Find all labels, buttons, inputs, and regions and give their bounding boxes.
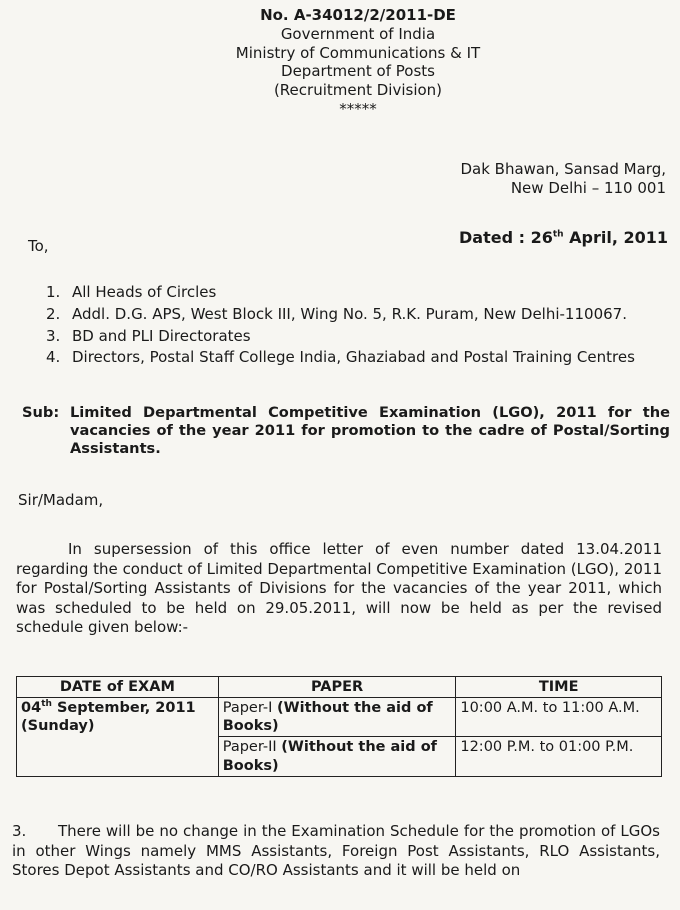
paragraph-3: 3. There will be no change in the Examination Schedule for the promotion of LGOs in other Wings namely MMS Assistants, Foreign Post Assistants, RLO Assistants, Stores Depot Assistants and CO/RO Assistants and it will be held on [12,822,660,879]
letterhead-line-government: Government of India [280,24,436,43]
recipient-list [46,283,635,370]
time-cell: 10:00 A.M. to 11:00 A.M. [456,698,662,737]
paper-cell: Paper-II (Without the aid of Books) [218,737,456,776]
sender-address [460,160,666,198]
address-line-2: New Delhi – 110 001 [510,178,666,197]
list-item: 3. BD and PLI Directorates [46,326,251,345]
table-header-row [17,677,662,698]
to-label: To, [28,237,49,255]
column-header-date: DATE of EXAM [17,677,219,698]
letterhead-line-ministry: Ministry of Communications & IT [235,43,481,62]
column-header-time: TIME [456,677,662,698]
salutation: Sir/Madam, [18,491,104,509]
address-line-1: Dak Bhawan, Sansad Marg, [460,160,666,178]
table-row [17,698,662,737]
list-item: 4. Directors, Postal Staff College India, Ghaziabad and Postal Training Centres [46,348,635,367]
letterhead-line-division: (Recruitment Division) [273,81,443,99]
subject-label: Sub: [22,404,60,421]
paragraph-1: In supersession of this office letter of even number dated 13.04.2011 regarding the conduct of Limited Departmental Competitive Examination (LGO), 2011 for Postal/Sorting Assistants of Divisions for the vacancies of the year 2011, which was scheduled to be held on 29.05.2011, will now be held as per the revised schedule given below:- [16,540,662,636]
column-header-paper: PAPER [218,677,456,698]
reference-number: No. A-34012/2/2011-DE [260,6,456,24]
exam-date-cell: 04th September, 2011 (Sunday) [17,698,219,777]
paper-cell: Paper-I (Without the aid of Books) [218,698,456,737]
list-item: 2. Addl. D.G. APS, West Block III, Wing No. 5, R.K. Puram, New Delhi-110067. [46,304,627,323]
time-cell: 12:00 P.M. to 01:00 P.M. [456,737,662,776]
list-item: 1. All Heads of Circles [46,283,217,301]
letter-date: Dated : 26th April, 2011 [458,228,668,247]
subject-text: Limited Departmental Competitive Examination (LGO), 2011 for the vacancies of the year 2011 for promotion to the cadre of Postal/Sorting Assistants. [70,404,670,458]
letterhead-stars: ***** [339,99,377,118]
exam-schedule-table [16,676,662,777]
letterhead-line-department: Department of Posts [281,62,435,81]
subject [22,404,670,459]
letterhead [0,6,680,119]
